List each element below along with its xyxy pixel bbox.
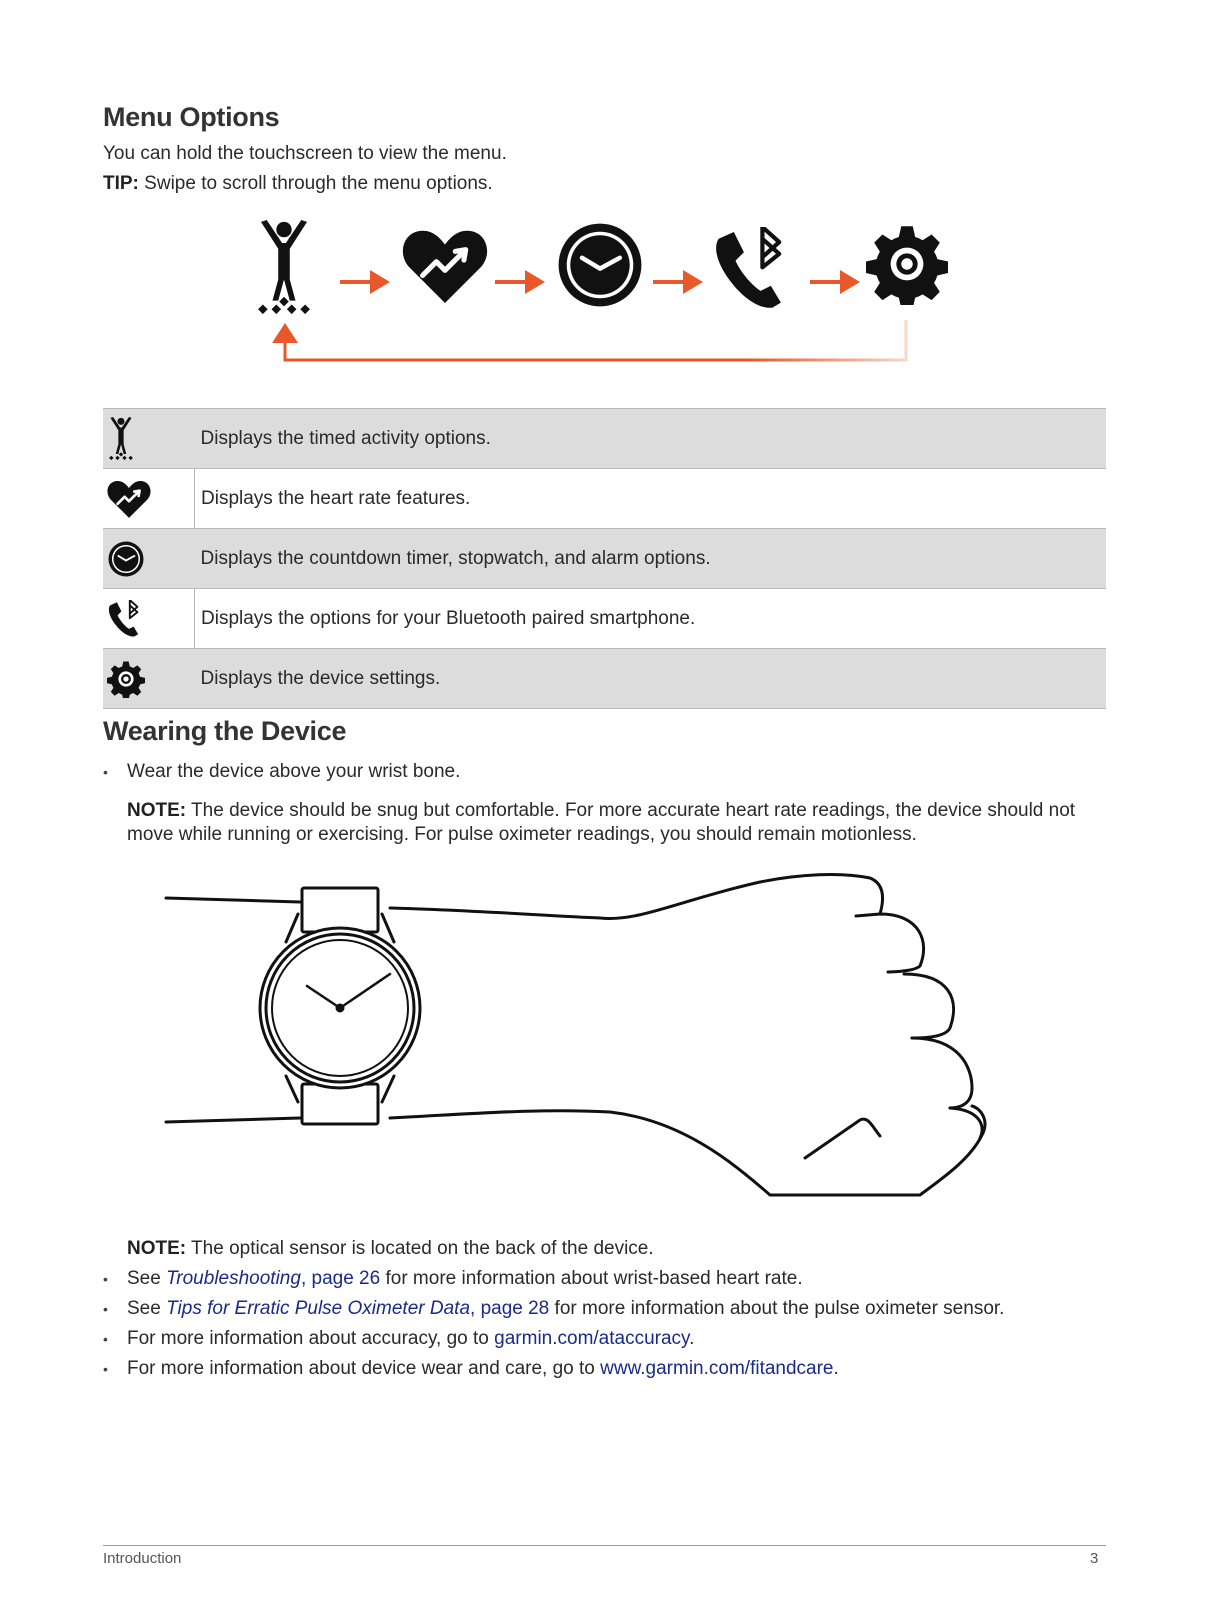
table-row-text: Displays the timed activity options. xyxy=(195,409,1107,469)
table-row-text: Displays the device settings. xyxy=(195,649,1107,709)
heart-rate-icon xyxy=(107,479,151,519)
fitandcare-link[interactable]: www.garmin.com/fitandcare xyxy=(600,1358,834,1379)
list-item xyxy=(103,1264,1106,1294)
menu-intro-text: You can hold the touchscreen to view the menu. xyxy=(103,143,507,164)
note-label: NOTE: xyxy=(127,800,187,821)
return-arrow-head-icon xyxy=(272,323,298,343)
tip-label: TIP: xyxy=(103,173,139,194)
table-row xyxy=(103,409,1106,469)
bullet-text: For more information about device wear and care, go to xyxy=(127,1358,601,1379)
wearing-heading: Wearing the Device xyxy=(103,716,347,746)
link-page[interactable]: , page 28 xyxy=(470,1298,550,1319)
table-icon-cell xyxy=(103,529,195,589)
wearing-bullets-bottom xyxy=(103,1264,1106,1384)
bullet-text: for more information about the pulse oximeter sensor. xyxy=(549,1298,1005,1319)
wrist-watch-illustration xyxy=(160,870,1000,1230)
gear-icon xyxy=(107,660,145,698)
footer-divider xyxy=(103,1545,1106,1546)
table-icon-cell xyxy=(103,409,195,469)
table-icon-cell xyxy=(103,589,195,649)
flow-arrow-icon xyxy=(340,270,390,294)
table-row xyxy=(103,529,1106,589)
gear-icon xyxy=(866,226,948,308)
bluetooth-phone-icon xyxy=(107,600,145,638)
flow-arrow-icon xyxy=(495,270,545,294)
note-label: NOTE: xyxy=(127,1238,187,1259)
heart-rate-icon xyxy=(403,231,487,303)
pulse-ox-tips-link[interactable] xyxy=(166,1298,549,1319)
footer-page-number: 3 xyxy=(1090,1550,1099,1567)
tip-text xyxy=(103,172,493,196)
bullet-text: See xyxy=(127,1298,167,1319)
clock-icon xyxy=(107,540,145,578)
note-sensor xyxy=(127,1237,654,1261)
list-item: • Wear the device above your wrist bone. xyxy=(103,757,1106,787)
bullet-text: See xyxy=(127,1268,167,1289)
flow-arrow-icon xyxy=(653,270,703,294)
footer-section: Introduction xyxy=(103,1550,182,1567)
wearing-bullets-top xyxy=(103,757,1106,787)
note-body: The device should be snug but comfortable. For more accurate heart rate readings, the device should not move while running or exercising. For pulse oximeter readings, you should remain motionless. xyxy=(127,800,1076,845)
list-item xyxy=(103,1324,1106,1354)
bluetooth-phone-icon xyxy=(716,227,781,308)
ataccuracy-link[interactable]: garmin.com/ataccuracy xyxy=(494,1328,690,1349)
activity-icon xyxy=(107,417,135,461)
table-row-text: Displays the heart rate features. xyxy=(195,469,1107,529)
activity-icon xyxy=(258,220,310,314)
table-icon-cell xyxy=(103,649,195,709)
table-row xyxy=(103,589,1106,649)
bullet-text: for more information about wrist-based heart rate. xyxy=(380,1268,803,1289)
table-row-text: Displays the options for your Bluetooth paired smartphone. xyxy=(195,589,1107,649)
menu-flow-diagram xyxy=(250,215,970,375)
link-title[interactable]: Troubleshooting xyxy=(166,1268,301,1289)
flow-arrow-icon xyxy=(810,270,860,294)
clock-icon xyxy=(559,224,642,307)
menu-options-table xyxy=(103,408,1106,709)
bullet-text: . xyxy=(833,1358,839,1379)
table-icon-cell xyxy=(103,469,195,529)
return-path-line xyxy=(285,320,906,360)
note-body: The optical sensor is located on the back of the device. xyxy=(186,1238,654,1259)
table-row xyxy=(103,649,1106,709)
table-row xyxy=(103,469,1106,529)
link-page[interactable]: , page 26 xyxy=(300,1268,381,1289)
note-snug xyxy=(127,799,1107,847)
menu-options-heading: Menu Options xyxy=(103,102,280,132)
troubleshooting-link[interactable] xyxy=(166,1268,380,1289)
link-title[interactable]: Tips for Erratic Pulse Oximeter Data xyxy=(166,1298,471,1319)
table-row-text: Displays the countdown timer, stopwatch, and alarm options. xyxy=(195,529,1107,589)
tip-body: Swipe to scroll through the menu options. xyxy=(138,173,493,194)
list-item xyxy=(103,1294,1106,1324)
list-item xyxy=(103,1354,1106,1384)
bullet-text: . xyxy=(689,1328,695,1349)
bullet-text: For more information about accuracy, go to xyxy=(127,1328,495,1349)
